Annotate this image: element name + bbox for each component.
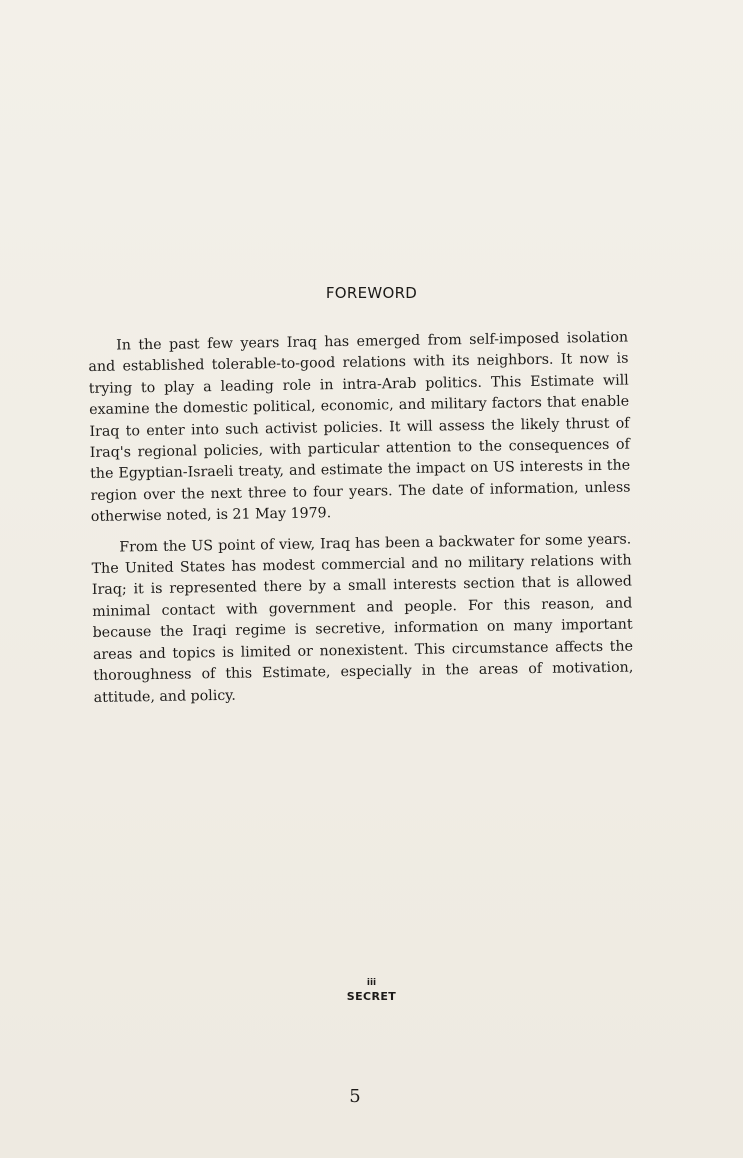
classification-marking: SECRET — [346, 990, 397, 1003]
page-title: FOREWORD — [325, 284, 418, 302]
page-number: 5 — [349, 1086, 361, 1107]
paragraph-1: In the past few years Iraq has emerged from self-imposed isolation and established tolerable-to-good relations with its neighbors. It now is trying to play a leading role in intra-Arab politics. This Estimate will examine the domestic political, economic, and military factors that enable Iraq to enter into such activist policies. It will assess the likely thrust of Iraq's regional policies, with particular attention to the consequences of the Egyptian-Israeli treaty, and estimate the impact on US interests in the region over the next three to four years. The date of information, unless otherwise noted, is 21 May 1979. — [88, 329, 631, 526]
roman-folio: iii — [366, 978, 377, 988]
paragraph-2: From the US point of view, Iraq has been a backwater for some years. The United States has modest commercial and no military relations with Iraq; it is represented there by a small interests section that is allowed minimal contact with government and people. For this reason, and because the Iraqi regime is secretive, information on many important areas and topics is limited or nonexistent. This circumstance affects the thoroughness of this Estimate, especially in the areas of motivation, attitude, and policy. — [91, 531, 634, 706]
foreword-body — [88, 328, 634, 718]
